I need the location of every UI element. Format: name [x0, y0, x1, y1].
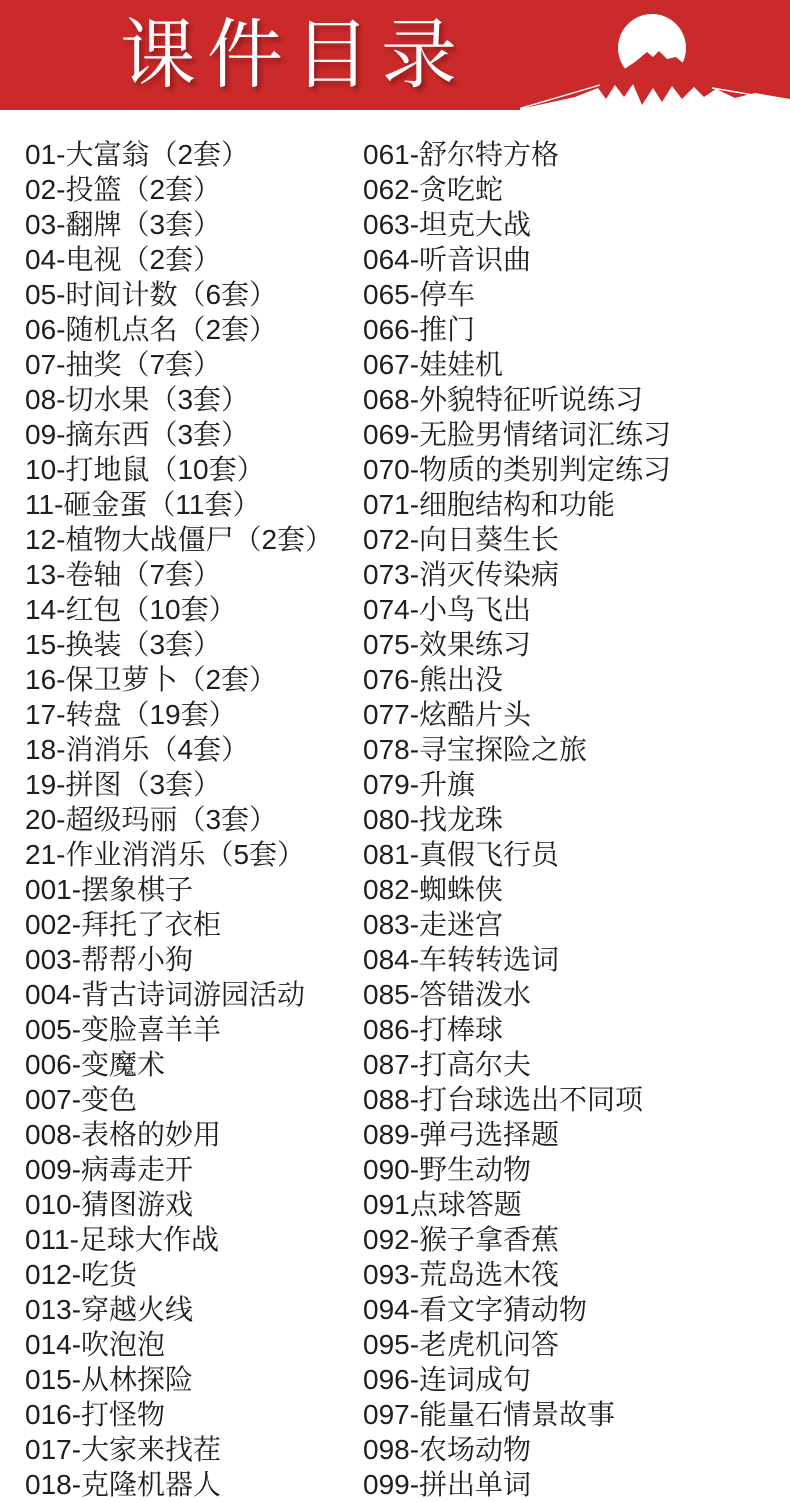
list-item: 007-变色 [25, 1084, 138, 1115]
list-item: 001-摆象棋子 [25, 874, 194, 905]
list-item: 075-效果练习 [363, 629, 532, 660]
list-item: 087-打高尔夫 [363, 1049, 532, 1080]
list-item: 063-坦克大战 [363, 209, 532, 240]
list-item: 095-老虎机问答 [363, 1329, 560, 1360]
left-column [25, 137, 363, 1502]
right-column [363, 137, 790, 1502]
list-item: 01-大富翁（2套） [25, 139, 250, 170]
list-item: 086-打棒球 [363, 1014, 504, 1045]
list-item: 092-猴子拿香蕉 [363, 1224, 560, 1255]
list-item: 089-弹弓选择题 [363, 1119, 560, 1150]
list-item: 006-变魔术 [25, 1049, 166, 1080]
list-item: 067-娃娃机 [363, 349, 504, 380]
list-item: 097-能量石情景故事 [363, 1399, 616, 1430]
list-item: 094-看文字猜动物 [363, 1294, 588, 1325]
list-item: 064-听音识曲 [363, 244, 532, 275]
list-item: 16-保卫萝卜（2套） [25, 664, 278, 695]
list-item: 009-病毒走开 [25, 1154, 194, 1185]
list-item: 065-停车 [363, 279, 476, 310]
list-item: 070-物质的类别判定练习 [363, 454, 672, 485]
list-item: 068-外貌特征听说练习 [363, 384, 644, 415]
list-item: 20-超级玛丽（3套） [25, 804, 278, 835]
list-item: 080-找龙珠 [363, 804, 504, 835]
list-item: 099-拼出单词 [363, 1469, 532, 1500]
list-item: 21-作业消消乐（5套） [25, 839, 306, 870]
list-item: 079-升旗 [363, 769, 476, 800]
list-item: 085-答错泼水 [363, 979, 532, 1010]
list-item: 096-连词成句 [363, 1364, 532, 1395]
list-item: 017-大家来找茬 [25, 1434, 222, 1465]
list-item: 03-翻牌（3套） [25, 209, 222, 240]
list-item: 05-时间计数（6套） [25, 279, 278, 310]
list-item: 074-小鸟飞出 [363, 594, 532, 625]
list-item: 093-荒岛选木筏 [363, 1259, 560, 1290]
list-item: 082-蜘蛛侠 [363, 874, 504, 905]
list-item: 061-舒尔特方格 [363, 139, 560, 170]
list-item: 005-变脸喜羊羊 [25, 1014, 222, 1045]
list-item: 06-随机点名（2套） [25, 314, 278, 345]
list-item: 090-野生动物 [363, 1154, 532, 1185]
list-item: 09-摘东西（3套） [25, 419, 250, 450]
list-item: 072-向日葵生长 [363, 524, 560, 555]
list-item: 091点球答题 [363, 1189, 522, 1220]
list-item: 011-足球大作战 [25, 1224, 219, 1255]
list-item: 088-打台球选出不同项 [363, 1084, 644, 1115]
list-item: 17-转盘（19套） [25, 699, 237, 730]
list-item: 013-穿越火线 [25, 1294, 194, 1325]
list-item: 076-熊出没 [363, 664, 504, 695]
list-item: 081-真假飞行员 [363, 839, 560, 870]
list-item: 002-拜托了衣柜 [25, 909, 222, 940]
page-title: 课件目录 [120, 13, 468, 98]
list-item: 078-寻宝探险之旅 [363, 734, 588, 765]
list-item: 02-投篮（2套） [25, 174, 222, 205]
list-item: 084-车转转选词 [363, 944, 560, 975]
list-item: 073-消灭传染病 [363, 559, 560, 590]
list-item: 098-农场动物 [363, 1434, 532, 1465]
list-item: 010-猜图游戏 [25, 1189, 194, 1220]
list-item: 12-植物大战僵尸（2套） [25, 524, 334, 555]
list-item: 10-打地鼠（10套） [25, 454, 265, 485]
list-item: 071-细胞结构和功能 [363, 489, 616, 520]
list-item: 08-切水果（3套） [25, 384, 250, 415]
list-item: 014-吹泡泡 [25, 1329, 166, 1360]
list-item: 018-克隆机器人 [25, 1469, 222, 1500]
list-item: 19-拼图（3套） [25, 769, 222, 800]
list-item: 003-帮帮小狗 [25, 944, 194, 975]
list-item: 13-卷轴（7套） [25, 559, 222, 590]
list-item: 14-红包（10套） [25, 594, 237, 625]
list-item: 062-贪吃蛇 [363, 174, 504, 205]
list-item: 015-从林探险 [25, 1364, 194, 1395]
sun-over-mountain-icon [520, 0, 790, 110]
list-item: 15-换装（3套） [25, 629, 222, 660]
list-item: 012-吃货 [25, 1259, 138, 1290]
list-item: 016-打怪物 [25, 1399, 166, 1430]
list-item: 004-背古诗词游园活动 [25, 979, 306, 1010]
list-item: 069-无脸男情绪词汇练习 [363, 419, 672, 450]
courseware-directory [0, 110, 790, 1502]
list-item: 18-消消乐（4套） [25, 734, 250, 765]
list-item: 04-电视（2套） [25, 244, 222, 275]
list-item: 07-抽奖（7套） [25, 349, 222, 380]
list-item: 008-表格的妙用 [25, 1119, 222, 1150]
list-item: 083-走迷宫 [363, 909, 504, 940]
header-banner [0, 0, 790, 110]
list-item: 077-炫酷片头 [363, 699, 532, 730]
list-item: 066-推门 [363, 314, 476, 345]
list-item: 11-砸金蛋（11套） [25, 489, 261, 520]
